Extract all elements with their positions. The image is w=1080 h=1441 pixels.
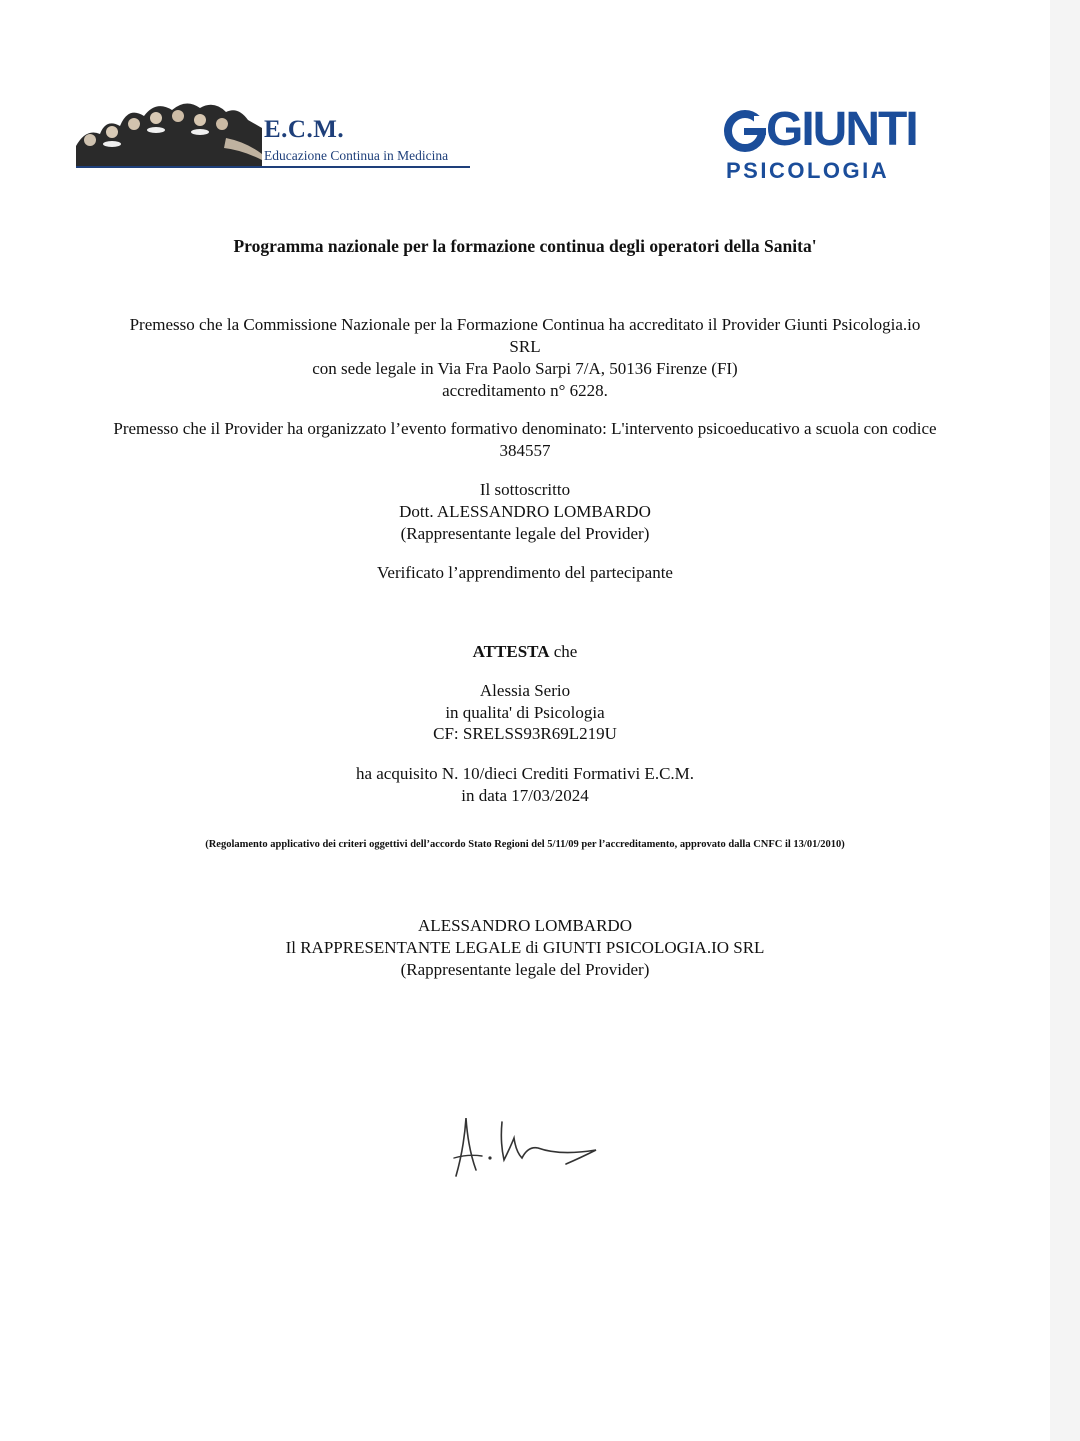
giunti-psicologia: PSICOLOGIA	[726, 158, 890, 183]
ecm-subtitle: Educazione Continua in Medicina	[264, 148, 449, 163]
event-line-1: Premesso che il Provider ha organizzato l’evento formativo denominato: L'intervento psicoeducativo a scuola con codice	[113, 419, 937, 438]
signer-line-3: (Rappresentante legale del Provider)	[400, 524, 650, 543]
premise-line-4: accreditamento n° 6228.	[442, 381, 608, 400]
premise-line-1: Premesso che la Commissione Nazionale per la Formazione Continua ha accreditato il Provider Giunti Psicologia.io	[129, 315, 921, 334]
credits-line-2: in data 17/03/2024	[461, 786, 589, 805]
giunti-g-icon	[724, 110, 766, 152]
footer-signer-name: ALESSANDRO LOMBARDO	[418, 916, 632, 935]
credits-line-1: ha acquisito N. 10/dieci Crediti Formativi E.C.M.	[355, 764, 695, 783]
ecm-underline	[76, 166, 470, 168]
signer-line-1: Il sottoscritto	[479, 480, 571, 499]
ecm-logo	[76, 98, 472, 170]
ecm-title: E.C.M.	[264, 116, 345, 143]
footer-signer-title: Il RAPPRESENTANTE LEGALE di GIUNTI PSICOLOGIA.IO SRL	[285, 938, 765, 957]
viewer-edge	[1050, 0, 1080, 1441]
regulation-note: (Regolamento applicativo dei criteri oggettivi dell’accordo Stato Regioni del 5/11/09 per l’accreditamento, approvato dalla CNFC il 13/01/2010)	[205, 839, 845, 850]
attesta-line	[0, 641, 1050, 663]
giunti-logo	[724, 104, 960, 184]
event-line-2: 384557	[499, 441, 551, 460]
giunti-name: GIUNTI	[766, 103, 917, 156]
attesta-bold: ATTESTA	[472, 642, 550, 661]
verified-text: Verificato l’apprendimento del partecipante	[377, 563, 673, 582]
attesta-rest: che	[549, 642, 578, 661]
footer-signer-role: (Rappresentante legale del Provider)	[400, 960, 650, 979]
ecm-painting-icon	[76, 98, 262, 168]
page-title: Programma nazionale per la formazione continua degli operatori della Sanita'	[233, 236, 817, 256]
participant-cf: CF: SRELSS93R69L219U	[433, 724, 617, 743]
premise-line-3: con sede legale in Via Fra Paolo Sarpi 7/A, 50136 Firenze (FI)	[312, 359, 738, 378]
signer-line-2: Dott. ALESSANDRO LOMBARDO	[399, 502, 651, 521]
participant-role: in qualita' di Psicologia	[445, 703, 605, 722]
signature-icon	[448, 1108, 608, 1188]
premise-line-2: SRL	[509, 337, 541, 356]
participant-name: Alessia Serio	[479, 681, 571, 700]
